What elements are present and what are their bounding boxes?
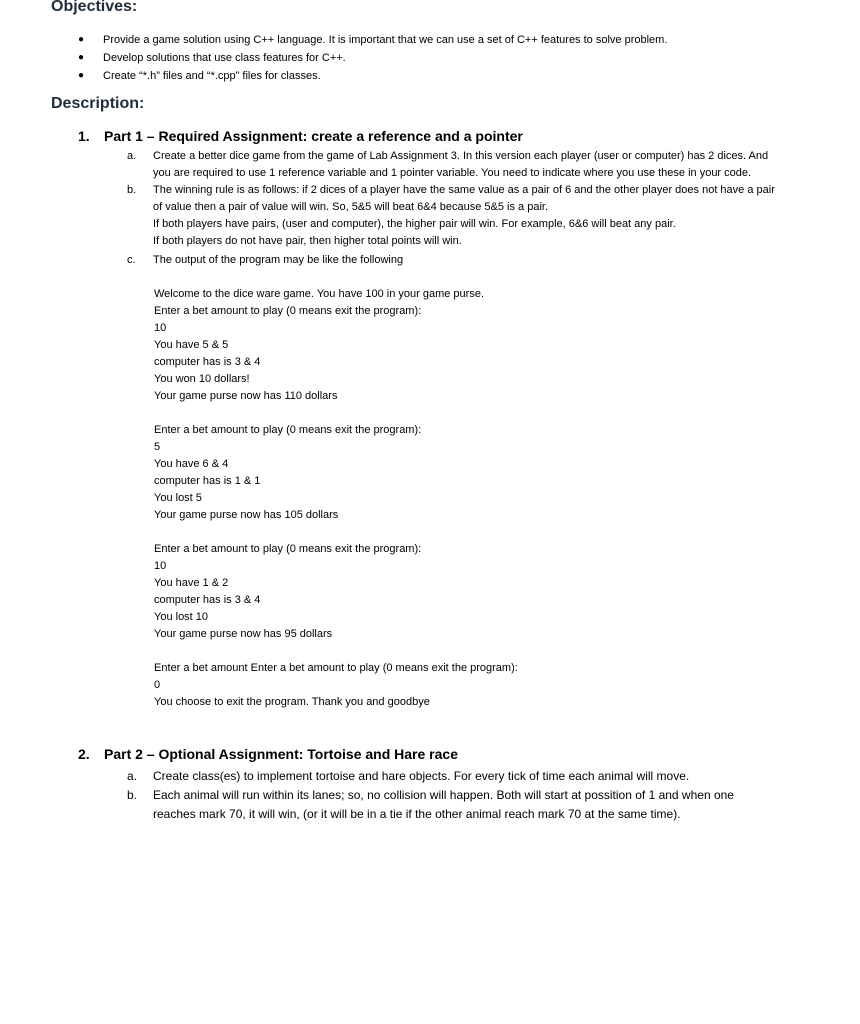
item-line: of value then a pair of value will win. So, 5&5 will beat 6&4 because 5&5 is a pair. <box>153 201 549 213</box>
part1-item-c <box>127 252 827 269</box>
item-line: If both players do not have pair, then higher total points will win. <box>153 235 462 247</box>
item-letter: a. <box>127 150 137 162</box>
output-line: 5 <box>154 441 161 453</box>
output-line: Your game purse now has 110 dollars <box>154 390 338 402</box>
output-line: 0 <box>154 679 161 691</box>
output-line: You have 5 & 5 <box>154 339 229 351</box>
item-line: Each animal will run within its lanes; so, no collision will happen. Both will start at possition of 1 and when one <box>153 788 734 802</box>
part2-title-text: Part 2 – Optional Assignment: Tortoise and Hare race <box>104 746 458 762</box>
objective-text: Provide a game solution using C++ language. It is important that we can use a set of C++ features to solve problem. <box>103 34 668 46</box>
description-heading: Description: <box>51 95 145 112</box>
part1-number: 1. <box>78 128 90 144</box>
objective-text: Create “*.h” files and “*.cpp” files for classes. <box>103 70 321 82</box>
output-line: Enter a bet amount to play (0 means exit the program): <box>154 543 422 555</box>
part2-number: 2. <box>78 746 90 762</box>
item-line: Create a better dice game from the game of Lab Assignment 3. In this version each player (user or computer) has 2 dices. And <box>153 150 769 162</box>
output-line: computer has is 1 & 1 <box>154 475 261 487</box>
item-letter: b. <box>127 184 137 196</box>
output-line: You lost 10 <box>154 611 209 623</box>
output-line: Welcome to the dice ware game. You have 100 in your game purse. <box>154 288 484 300</box>
item-line: Create class(es) to implement tortoise and hare objects. For every tick of time each animal will move. <box>153 769 690 783</box>
output-line: You have 6 & 4 <box>154 458 229 470</box>
output-line: computer has is 3 & 4 <box>154 594 261 606</box>
output-line: You won 10 dollars! <box>154 373 250 385</box>
part1-title <box>78 128 523 144</box>
output-line: You lost 5 <box>154 492 202 504</box>
output-line: 10 <box>154 560 167 572</box>
output-line: Enter a bet amount to play (0 means exit the program): <box>154 305 422 317</box>
bullet-icon: ● <box>78 34 85 45</box>
item-line: reaches mark 70, it will win, (or it will be in a tie if the other animal reach mark 70 at the same time). <box>153 807 681 821</box>
bullet-icon: ● <box>78 52 85 63</box>
objectives-heading: Objectives: <box>51 0 138 15</box>
part2-title <box>78 746 458 762</box>
output-line: You have 1 & 2 <box>154 577 229 589</box>
output-line: You choose to exit the program. Thank you and goodbye <box>154 696 430 708</box>
output-line: Your game purse now has 95 dollars <box>154 628 333 640</box>
part1-item-a <box>127 148 827 182</box>
item-line: If both players have pairs, (user and computer), the higher pair will win. For example, 6&6 will beat any pair. <box>153 218 676 230</box>
item-line: you are required to use 1 reference variable and 1 pointer variable. You need to indicate where you use these in your code. <box>153 167 752 179</box>
output-line: Enter a bet amount to play (0 means exit the program): <box>154 424 422 436</box>
item-letter: a. <box>127 769 138 783</box>
item-letter: b. <box>127 788 138 802</box>
objective-text: Develop solutions that use class features for C++. <box>103 52 346 64</box>
item-letter: c. <box>127 254 136 266</box>
part2-item-b <box>127 786 827 824</box>
part1-item-b <box>127 182 827 250</box>
part2-item-a <box>127 767 827 786</box>
output-line: Enter a bet amount Enter a bet amount to play (0 means exit the program): <box>154 662 518 674</box>
output-line: 10 <box>154 322 167 334</box>
sample-output <box>154 286 518 711</box>
part1-title-text: Part 1 – Required Assignment: create a reference and a pointer <box>104 128 523 144</box>
bullet-icon: ● <box>78 70 85 81</box>
item-line: The output of the program may be like the following <box>153 254 404 266</box>
output-line: Your game purse now has 105 dollars <box>154 509 339 521</box>
item-line: The winning rule is as follows: if 2 dices of a player have the same value as a pair of 6 and the other player does not have a pair <box>153 184 775 196</box>
output-line: computer has is 3 & 4 <box>154 356 261 368</box>
